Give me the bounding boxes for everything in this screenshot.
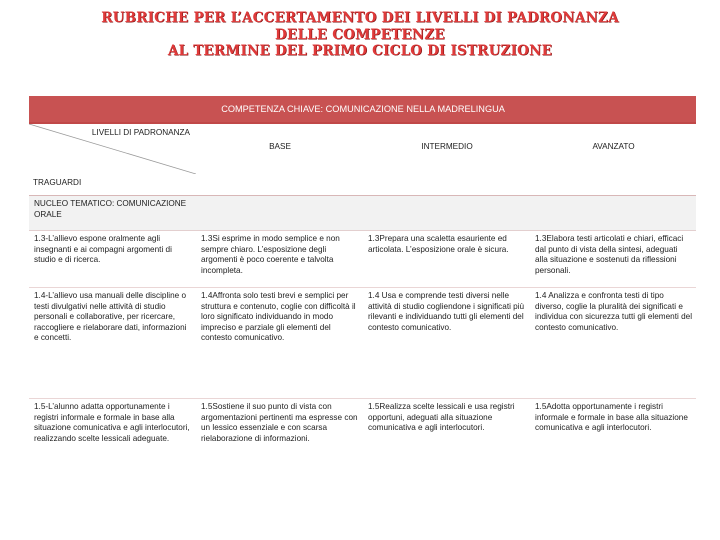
base-cell: 1.4Affronta solo testi brevi e semplici per struttura e contenuto, coglie con difficoltà il loro significato individuando in modo impreciso e parziale gli elementi del contesto comunicativo.	[196, 288, 363, 399]
title-line-1: RUBRICHE PER L’ACCERTAMENTO DEI LIVELLI DI PADRONANZA	[101, 10, 619, 26]
nucleo-tematico-row	[29, 196, 696, 231]
traguardo-cell: 1.3-L’allievo espone oralmente agli insegnanti e ai compagni argomenti di studio e di ricerca.	[29, 231, 196, 288]
table-row	[29, 399, 696, 480]
table-row	[29, 231, 696, 288]
levels-header-row	[29, 123, 696, 196]
document-title	[0, 10, 720, 60]
rubric-table	[29, 96, 696, 479]
traguardi-label: TRAGUARDI	[33, 178, 82, 188]
intermedio-cell: 1.3Prepara una scaletta esauriente ed articolata. L’esposizione orale è sicura.	[363, 231, 530, 288]
base-cell: 1.5Sostiene il suo punto di vista con argomentazioni pertinenti ma espresse con un lessico essenziale e con scarsa rielaborazione di informazioni.	[201, 402, 358, 443]
intermedio-cell: 1.4 Usa e comprende testi diversi nelle attività di studio cogliendone i significati più rilevanti e individuando tutti gli elementi del contesto comunicativo.	[363, 288, 530, 399]
level-avanzato: AVANZATO	[530, 123, 696, 196]
competenza-chiave-header: COMPETENZA CHIAVE: COMUNICAZIONE NELLA MADRELINGUA	[29, 96, 696, 123]
avanzato-cell: 1.4 Analizza e confronta testi di tipo diverso, coglie la pluralità dei significati e individua con sicurezza tutti gli elementi del contesto comunicativo.	[530, 288, 696, 399]
intermedio-cell: 1.5Realizza scelte lessicali e usa registri opportuni, adeguati alla situazione comunicativa e agli interlocutori.	[368, 402, 515, 433]
level-intermedio: INTERMEDIO	[363, 123, 530, 196]
base-cell: 1.3Si esprime in modo semplice e non sempre chiaro. L’esposizione degli argomenti è poco coerente e talvolta incompleta.	[196, 231, 363, 288]
diagonal-header-cell	[29, 123, 196, 196]
title-line-2: DELLE COMPETENZE	[275, 26, 445, 43]
table-row	[29, 288, 696, 399]
traguardo-cell: 1.5-L’alunno adatta opportunamente i registri informale e formale in base alla situazione comunicativa e agli interlocutori, realizzando scelte lessicali adeguate.	[34, 402, 190, 443]
title-line-3: AL TERMINE DEL PRIMO CICLO DI ISTRUZIONE	[167, 43, 553, 59]
competenza-header-row	[29, 96, 696, 123]
avanzato-cell: 1.5Adotta opportunamente i registri informale e formale in base alla situazione comunicativa e agli interlocutori.	[535, 402, 688, 433]
avanzato-cell: 1.3Elabora testi articolati e chiari, efficaci dal punto di vista della sintesi, adeguati alla situazione e sostenuti da riflessioni personali.	[530, 231, 696, 288]
level-base: BASE	[196, 123, 363, 196]
livelli-label: LIVELLI DI PADRONANZA	[91, 128, 190, 137]
traguardo-cell: 1.4-L’allievo usa manuali delle discipline o testi divulgativi nelle attività di studio personali e collaborative, per ricercare, raccogliere e rielaborare dati, informazioni e concetti.	[29, 288, 196, 399]
nucleo-tematico-label: NUCLEO TEMATICO: COMUNICAZIONE ORALE	[29, 196, 196, 231]
